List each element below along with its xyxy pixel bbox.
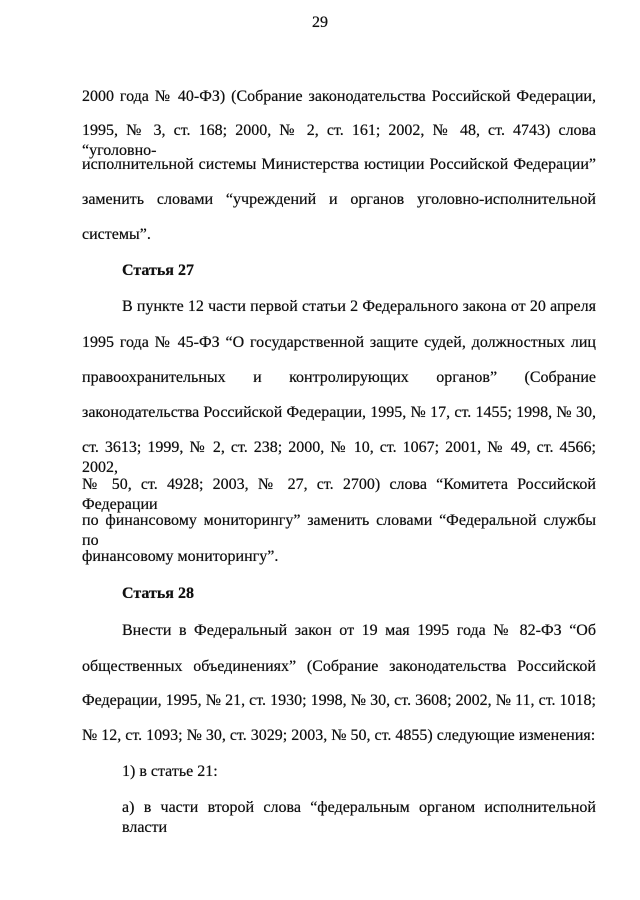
article-heading: Статья 27 [122,262,194,279]
text-line: 1) в статье 21: [122,763,218,780]
text-line: заменить словами “учреждений и органов уголовно-исполнительной [82,191,596,208]
text-line: Внести в Федеральный закон от 19 мая 1995 года № 82-ФЗ “Об [122,622,596,639]
text-line: финансовому мониторингу”. [82,548,279,565]
text-line: системы”. [82,226,151,243]
text-line: Федерации, 1995, № 21, ст. 1930; 1998, № 30, ст. 3608; 2002, № 11, ст. 1018; [82,692,596,709]
text-line: ст. 3613; 1999, № 2, ст. 238; 2000, № 10, ст. 1067; 2001, № 49, ст. 4566; 2002, [82,439,596,476]
text-line: общественных объединениях” (Собрание законодательства Российской [82,658,596,675]
text-line: а) в части второй слова “федеральным органом исполнительной власти [122,799,596,836]
page-number: 29 [312,14,328,31]
text-line: 1995 года № 45-ФЗ “О государственной защите судей, должностных лиц [82,334,596,351]
text-line: законодательства Российской Федерации, 1995, № 17, ст. 1455; 1998, № 30, [82,404,596,421]
text-line: исполнительной системы Министерства юстиции Российской Федерации” [82,156,596,173]
text-line: В пункте 12 части первой статьи 2 Федерального закона от 20 апреля [122,298,596,315]
article-heading: Статья 28 [122,585,194,602]
text-line: по финансовому мониторингу” заменить словами “Федеральной службы по [82,512,596,549]
text-line: 2000 года № 40-ФЗ) (Собрание законодательства Российской Федерации, [82,88,596,105]
text-line: № 12, ст. 1093; № 30, ст. 3029; 2003, № 50, ст. 4855) следующие изменения: [82,727,596,744]
text-line: 1995, № 3, ст. 168; 2000, № 2, ст. 161; 2002, № 48, ст. 4743) слова “уголовно- [82,122,596,159]
text-line: правоохранительных и контролирующих органов” (Собрание [82,369,596,386]
text-line: № 50, ст. 4928; 2003, № 27, ст. 2700) слова “Комитета Российской Федерации [82,476,596,513]
